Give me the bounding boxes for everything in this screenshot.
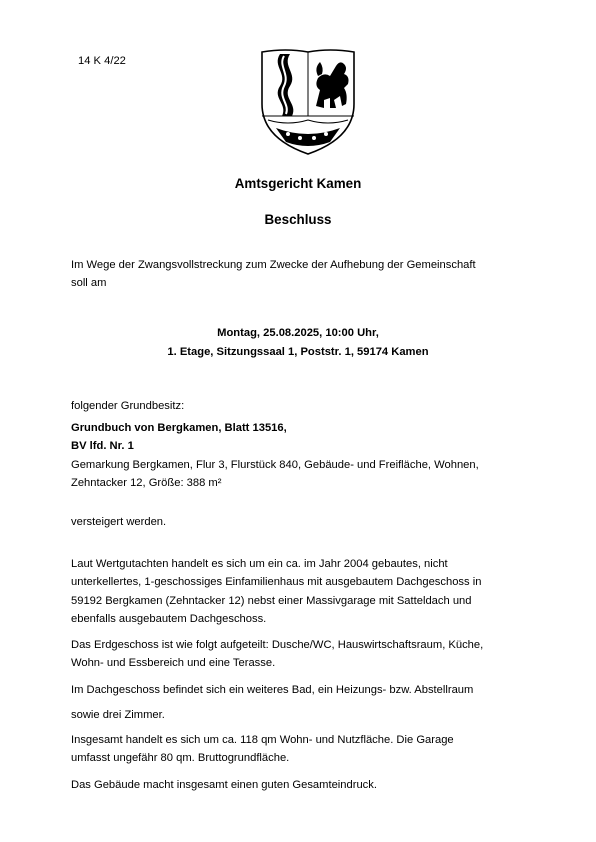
ground-floor-paragraph — [71, 636, 531, 673]
valuation-paragraph — [71, 555, 531, 629]
area-line: Insgesamt handelt es sich um ca. 118 qm Wohn- und Nutzfläche. Die Garage — [71, 734, 454, 746]
attic-line-1: Im Dachgeschoss befindet sich ein weiteres Bad, ein Heizungs- bzw. Abstellraum — [71, 684, 474, 696]
impression-line: Das Gebäude macht insgesamt einen guten Gesamteindruck. — [71, 779, 377, 791]
case-number: 14 K 4/22 — [78, 55, 126, 67]
intro-line: soll am — [71, 277, 107, 290]
intro-line: Im Wege der Zwangsvollstreckung zum Zwecke der Aufhebung der Gemeinschaft — [71, 259, 476, 271]
ground-floor-line: Das Erdgeschoss ist wie folgt aufgeteilt: Dusche/WC, Hauswirtschaftsraum, Küche, — [71, 639, 484, 651]
valuation-line: Laut Wertgutachten handelt es sich um ein ca. im Jahr 2004 gebautes, nicht — [71, 558, 448, 570]
property-label: folgender Grundbesitz: — [71, 400, 185, 412]
nrw-coat-of-arms-icon — [258, 46, 358, 158]
attic-line-2: sowie drei Zimmer. — [71, 709, 165, 721]
property-entry: BV lfd. Nr. 1 — [71, 440, 134, 453]
auction-statement: versteigert werden. — [71, 516, 167, 528]
valuation-line: ebenfalls ausgebautem Dachgeschoss. — [71, 613, 267, 626]
document-title: Beschluss — [264, 212, 332, 227]
property-description-line: Gemarkung Bergkamen, Flur 3, Flurstück 840, Gebäude- und Freifläche, Wohnen, — [71, 458, 479, 471]
property-registry: Grundbuch von Bergkamen, Blatt 13516, — [71, 422, 287, 434]
appointment-date-time: Montag, 25.08.2025, 10:00 Uhr, — [217, 327, 379, 339]
court-name: Amtsgericht Kamen — [234, 176, 362, 191]
area-paragraph — [71, 731, 531, 768]
appointment-block — [0, 324, 596, 362]
intro-paragraph — [71, 256, 531, 293]
ground-floor-line: Wohn- und Essbereich und eine Terasse. — [71, 657, 276, 670]
valuation-line: unterkellertes, 1-geschossiges Einfamilienhaus mit ausgebautem Dachgeschoss in — [71, 576, 482, 589]
area-line: umfasst ungefähr 80 qm. Bruttogrundfläche. — [71, 752, 290, 765]
appointment-location: 1. Etage, Sitzungssaal 1, Poststr. 1, 59174 Kamen — [167, 346, 429, 358]
property-block — [71, 419, 531, 493]
property-description-line: Zehntacker 12, Größe: 388 m² — [71, 477, 222, 490]
valuation-line: 59192 Bergkamen (Zehntacker 12) nebst einer Massivgarage mit Satteldach und — [71, 594, 472, 607]
